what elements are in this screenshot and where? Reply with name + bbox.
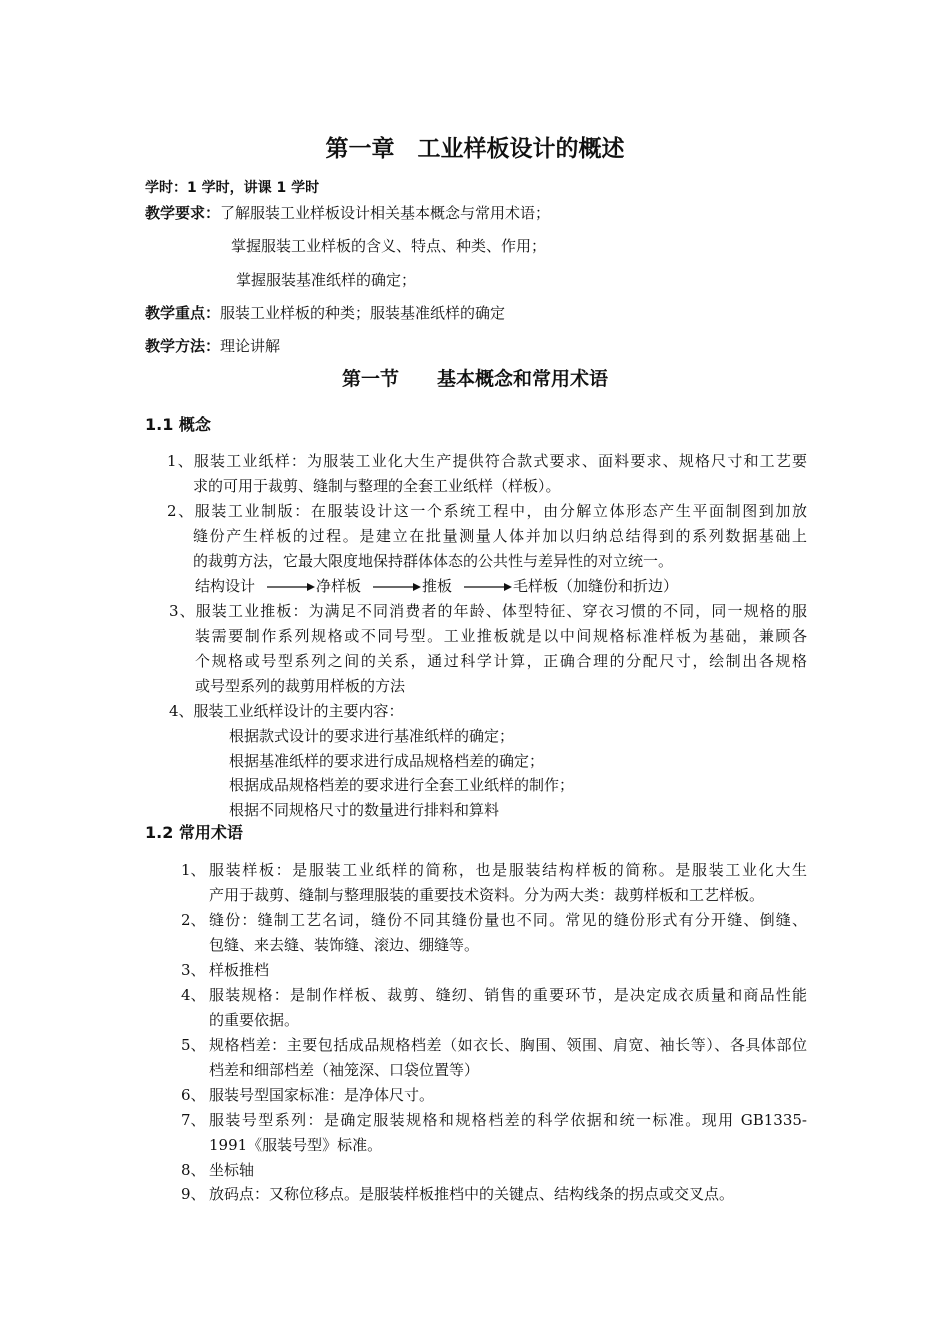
term-1-line-2: 产用于裁剪、缝制与整理服装的重要技术资料。分为两大类：裁剪样板和工艺样板。 [209, 886, 765, 904]
term-6-number: 6、 [181, 1086, 206, 1104]
term-7-line-1: 服装号型系列：是确定服装规格和规格档差的科学依据和统一标准。现用 GB1335- [209, 1111, 807, 1129]
concept-3-line-1: 3、服装工业推板：为满足不同消费者的年龄、体型特征、穿衣习惯的不同，同一规格的服 [169, 602, 807, 620]
term-8-number: 8、 [181, 1161, 206, 1179]
concept-4-item-3: 根据成品规格档差的要求进行全套工业纸样的制作； [229, 776, 575, 794]
term-2-line-1: 缝份：缝制工艺名词，缝份不同其缝份量也不同。常见的缝份形式有分开缝、倒缝、 [209, 911, 807, 929]
term-8-line-1: 坐标轴 [209, 1161, 255, 1179]
study-hours: 学时：1 学时，讲课 1 学时 [145, 180, 320, 196]
term-2-number: 2、 [181, 911, 206, 929]
arrow-right-icon [464, 582, 512, 592]
heading-1-2: 1.2 常用术语 [145, 823, 243, 842]
flow-step-3: 推板 [422, 577, 453, 595]
flow-step-4: 毛样板（加缝份和折边） [513, 577, 679, 595]
term-9-number: 9、 [181, 1185, 206, 1203]
term-1-number: 1、 [181, 861, 206, 879]
concept-2-line-1: 2、服装工业制版：在服装设计这一个系统工程中，由分解立体形态产生平面制图到加放 [167, 502, 807, 520]
concept-3-line-2: 装需要制作系列规格或不同号型。工业推板就是以中间规格标准样板为基础，兼顾各 [195, 627, 807, 645]
term-5-line-2: 档差和细部档差（袖笼深、口袋位置等） [209, 1061, 480, 1079]
teaching-requirement-3: 掌握服装基准纸样的确定； [236, 271, 417, 289]
term-5-number: 5、 [181, 1036, 206, 1054]
concept-2-line-3: 的裁剪方法，它最大限度地保持群体体态的公共性与差异性的对立统一。 [193, 552, 674, 570]
term-4-line-2: 的重要依据。 [209, 1011, 300, 1029]
arrow-right-icon [373, 582, 421, 592]
term-3-number: 3、 [181, 961, 206, 979]
term-2-line-2: 包缝、来去缝、装饰缝、滚边、绷缝等。 [209, 936, 480, 954]
concept-2-line-2: 缝份产生样板的过程。是建立在批量测量人体并加以归纳总结得到的系列数据基础上 [193, 527, 807, 545]
concept-3-line-4: 或号型系列的裁剪用样板的方法 [195, 677, 406, 695]
flow-step-1: 结构设计 [195, 577, 256, 595]
concept-3-line-3: 个规格或号型系列之间的关系，通过科学计算，正确合理的分配尺寸，绘制出各规格 [195, 652, 807, 670]
flow-step-2: 净样板 [316, 577, 362, 595]
concept-4-item-2: 根据基准纸样的要求进行成品规格档差的确定； [229, 752, 545, 770]
teaching-focus-label: 教学重点： [145, 304, 221, 322]
term-3-line-1: 样板推档 [209, 961, 270, 979]
heading-1-1: 1.1 概念 [145, 415, 211, 434]
concept-4-item-1: 根据款式设计的要求进行基准纸样的确定； [229, 727, 515, 745]
term-5-line-1: 规格档差：主要包括成品规格档差（如衣长、胸围、领围、肩宽、袖长等）、各具体部位 [209, 1036, 807, 1054]
concept-4-heading: 4、服装工业纸样设计的主要内容： [169, 702, 404, 720]
term-4-number: 4、 [181, 986, 206, 1004]
term-7-line-2: 1991《服装号型》标准。 [209, 1136, 383, 1154]
concept-4-item-4: 根据不同规格尺寸的数量进行排料和算料 [229, 801, 500, 819]
process-flow [195, 576, 678, 596]
teaching-method: 教学方法：理论讲解 [145, 337, 281, 355]
concept-1-line-2: 求的可用于裁剪、缝制与整理的全套工业纸样（样板）。 [193, 477, 561, 495]
term-1-line-1: 服装样板：是服装工业纸样的简称，也是服装结构样板的简称。是服装工业化大生 [209, 861, 807, 879]
arrow-right-icon [267, 582, 315, 592]
concept-1-line-1: 1、服装工业纸样：为服装工业化大生产提供符合款式要求、面料要求、规格尺寸和工艺要 [167, 452, 807, 470]
term-7-number: 7、 [181, 1111, 206, 1129]
teaching-requirement-label: 教学要求： [145, 204, 221, 222]
teaching-requirement-1: 教学要求：了解服装工业样板设计相关基本概念与常用术语； [145, 204, 551, 222]
term-9-line-1: 放码点：又称位移点。是服装样板推档中的关键点、结构线条的拐点或交叉点。 [209, 1185, 735, 1203]
teaching-method-label: 教学方法： [145, 337, 221, 355]
term-6-line-1: 服装号型国家标准：是净体尺寸。 [209, 1086, 435, 1104]
term-4-line-1: 服装规格：是制作样板、裁剪、缝纫、销售的重要环节，是决定成衣质量和商品性能 [209, 986, 807, 1004]
section-title: 第一节 基本概念和常用术语 [341, 368, 608, 390]
chapter-title: 第一章 工业样板设计的概述 [325, 136, 625, 162]
teaching-focus: 教学重点：服装工业样板的种类；服装基准纸样的确定 [145, 304, 506, 322]
teaching-requirement-2: 掌握服装工业样板的含义、特点、种类、作用； [231, 237, 547, 255]
